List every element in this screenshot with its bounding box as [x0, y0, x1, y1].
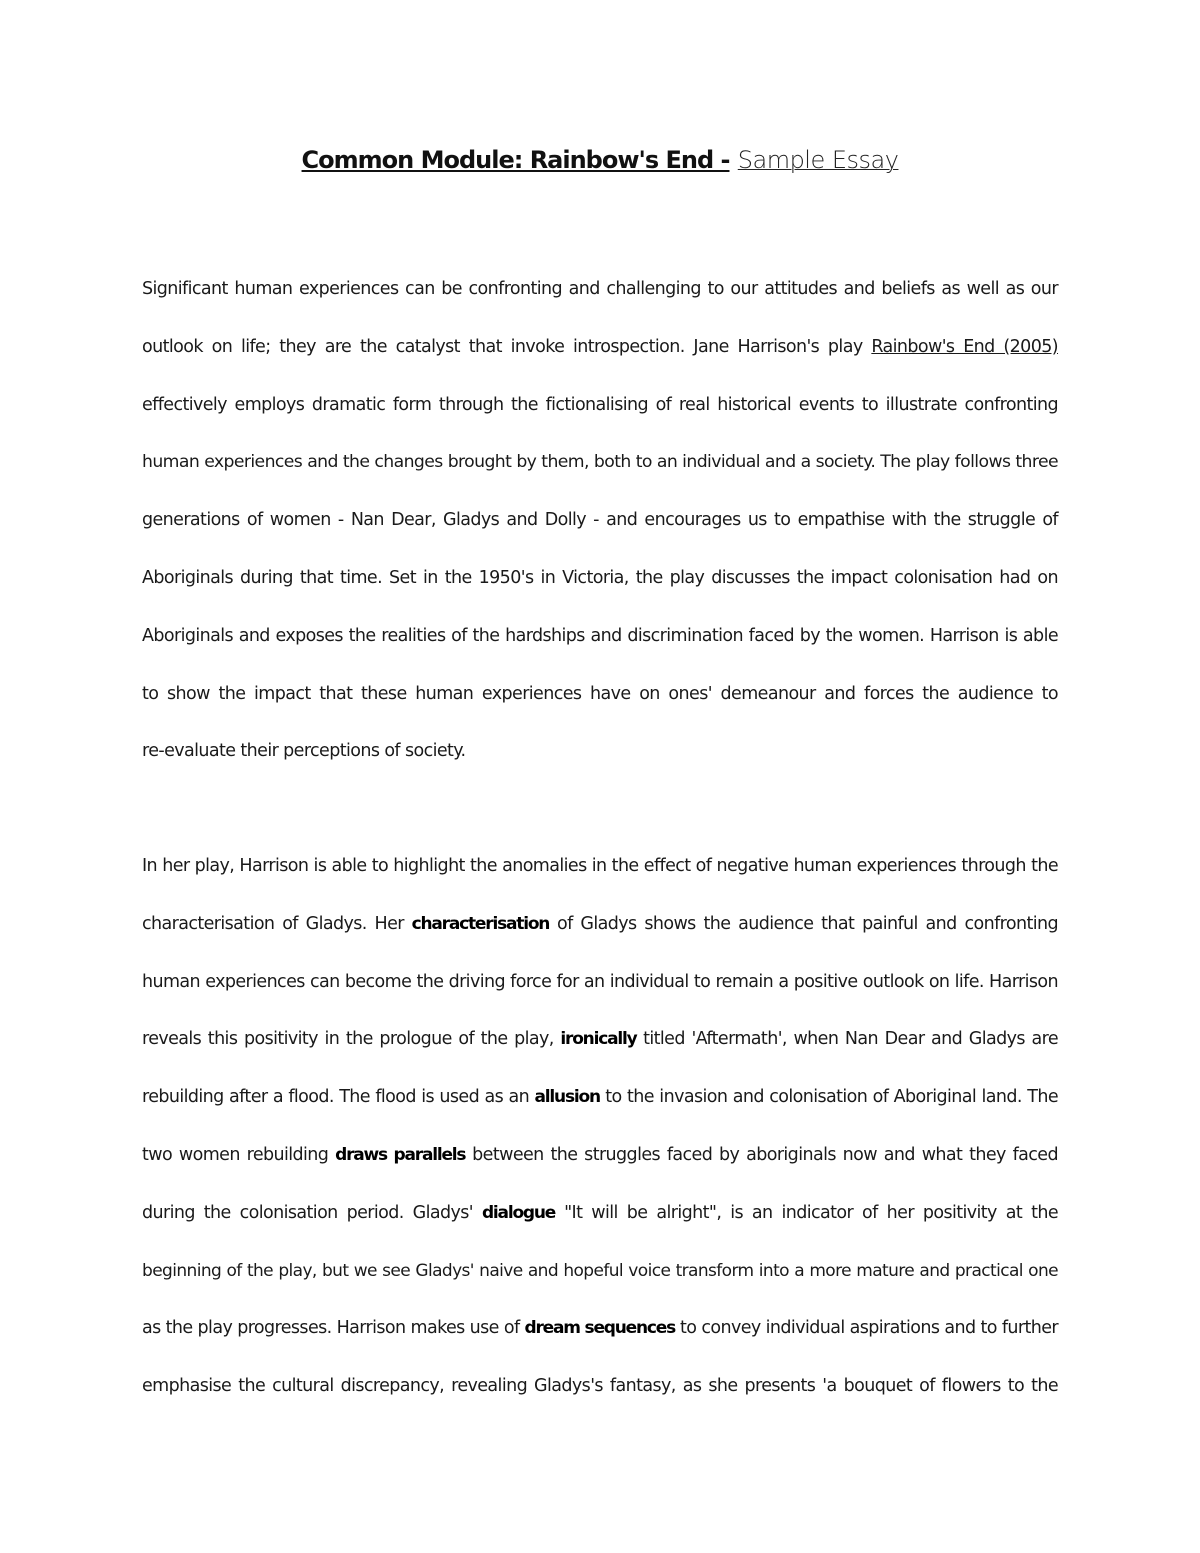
paragraph-line — [142, 1185, 1058, 1243]
line-text: outlook on life; they are the catalyst that invoke introspection. Jane Harrison's play — [142, 336, 863, 357]
line-text: during the colonisation period. Gladys' — [142, 1202, 473, 1223]
line-text: reveals this positivity in the prologue of the play, — [142, 1029, 554, 1050]
paragraph-line — [142, 1069, 1058, 1127]
paragraph-line: human experiences and the changes brought by them, both to an individual and a society. The play follows three — [142, 452, 1058, 473]
line-text: to the invasion and colonisation of Aboriginal land. The — [605, 1087, 1058, 1108]
paragraph-line: In her play, Harrison is able to highlight the anomalies in the effect of negative human experiences through the — [142, 856, 1058, 876]
paragraph-line — [142, 1011, 1058, 1069]
line-text: two women rebuilding — [142, 1144, 329, 1165]
technique-highlight: ironically — [560, 1029, 637, 1050]
introduction-paragraph — [142, 261, 1058, 781]
paragraph-line: Significant human experiences can be confronting and challenging to our attitudes and beliefs as well as our — [142, 279, 1058, 299]
body-paragraph — [142, 838, 1058, 1416]
technique-highlight: characterisation — [411, 913, 550, 934]
paragraph-line: generations of women - Nan Dear, Gladys and Dolly - and encourages us to empathise with the struggle of — [142, 510, 1058, 531]
title-module-name: Common Module: Rainbow's End - — [301, 146, 730, 174]
paragraph-line: re-evaluate their perceptions of society. — [142, 741, 466, 762]
line-text: as the play progresses. Harrison makes use of — [142, 1318, 520, 1339]
line-text: to convey individual aspirations and to further — [680, 1318, 1058, 1339]
paragraph-line: Aboriginals during that time. Set in the 1950's in Victoria, the play discusses the impact colonisation had on — [142, 567, 1058, 588]
paragraph-line: effectively employs dramatic form through the fictionalising of real historical events to illustrate confronting — [142, 394, 1058, 415]
paragraph-line: beginning of the play, but we see Gladys' naive and hopeful voice transform into a more mature and practical one — [142, 1260, 1058, 1281]
paragraph-line: human experiences can become the driving force for an individual to remain a positive outlook on life. Harrison — [142, 971, 1058, 992]
technique-highlight: dialogue — [481, 1202, 556, 1223]
line-text: characterisation of Gladys. Her — [142, 913, 404, 934]
text-title-reference: Rainbow's End (2005) — [871, 336, 1059, 357]
line-text: titled 'Aftermath', when Nan Dear and Gladys are — [643, 1029, 1058, 1050]
paragraph-line — [142, 319, 1058, 377]
line-text: between the struggles faced by aboriginals now and what they faced — [472, 1144, 1058, 1165]
paragraph-line — [142, 1127, 1058, 1185]
paragraph-line: emphasise the cultural discrepancy, revealing Gladys's fantasy, as she presents 'a bouquet of flowers to the — [142, 1376, 1058, 1397]
paragraph-line — [142, 896, 1058, 954]
technique-highlight: dream sequences — [524, 1318, 676, 1339]
paragraph-line: to show the impact that these human experiences have on ones' demeanour and forces the audience to — [142, 683, 1058, 704]
paragraph-line: Aboriginals and exposes the realities of the hardships and discrimination faced by the women. Harrison is able — [142, 625, 1058, 646]
page-title — [0, 140, 1200, 180]
line-text: "It will be alright", is an indicator of her positivity at the — [564, 1202, 1059, 1223]
title-subtitle: Sample Essay — [737, 146, 899, 174]
paragraph-line — [142, 1300, 1058, 1358]
line-text: of Gladys shows the audience that painful and confronting — [556, 913, 1058, 934]
line-text: rebuilding after a flood. The flood is used as an — [142, 1087, 530, 1108]
technique-highlight: allusion — [534, 1087, 600, 1108]
technique-highlight: draws parallels — [335, 1144, 466, 1165]
